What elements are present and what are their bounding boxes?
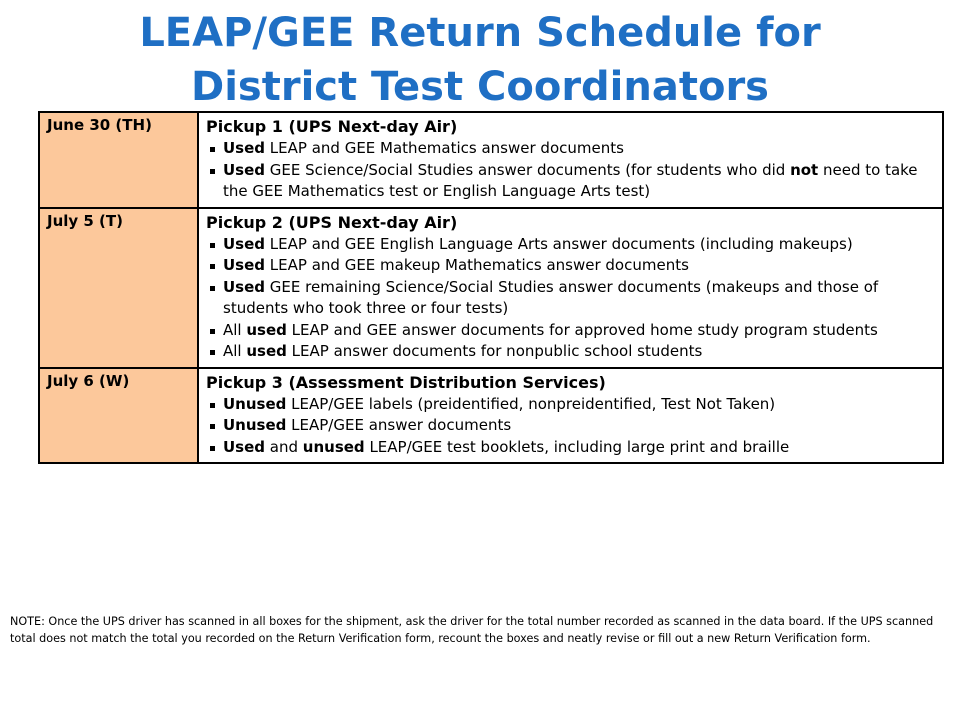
item-text: All bbox=[223, 342, 247, 360]
pickup-item bbox=[206, 138, 936, 160]
square-bullet-icon bbox=[210, 243, 215, 248]
item-text: LEAP/GEE test booklets, including large print and braille bbox=[364, 437, 790, 456]
schedule-table-body bbox=[39, 112, 943, 463]
item-text: need to take the GEE Mathematics test or English Language Arts test) bbox=[223, 160, 918, 200]
emphasized-text: Used bbox=[223, 139, 266, 157]
schedule-details bbox=[198, 368, 943, 464]
pickup-title: Pickup 3 (Assessment Distribution Services) bbox=[206, 372, 606, 392]
schedule-date: July 5 (T) bbox=[39, 208, 198, 368]
schedule-details bbox=[198, 208, 943, 368]
square-bullet-icon bbox=[210, 403, 215, 408]
pickup-item bbox=[206, 277, 936, 320]
item-text: and bbox=[265, 437, 303, 456]
square-bullet-icon bbox=[210, 264, 215, 269]
emphasized-text: Used bbox=[223, 160, 266, 179]
page-title-line-2: District Test Coordinators bbox=[191, 64, 769, 110]
emphasized-text: used bbox=[246, 342, 287, 360]
pickup-item bbox=[206, 415, 936, 437]
square-bullet-icon bbox=[210, 169, 215, 174]
item-text: LEAP/GEE labels (preidentified, nonpreidentified, Test Not Taken) bbox=[286, 394, 776, 413]
pickup-item-list bbox=[206, 394, 936, 459]
emphasized-text: unused bbox=[302, 437, 365, 456]
schedule-row bbox=[39, 368, 943, 464]
item-text: LEAP and GEE makeup Mathematics answer documents bbox=[265, 256, 689, 274]
schedule-details bbox=[198, 112, 943, 208]
pickup-item bbox=[206, 320, 936, 342]
pickup-title: Pickup 2 (UPS Next-day Air) bbox=[206, 212, 458, 232]
pickup-item bbox=[206, 437, 936, 459]
square-bullet-icon bbox=[210, 286, 215, 291]
schedule-date: June 30 (TH) bbox=[39, 112, 198, 208]
pickup-title: Pickup 1 (UPS Next-day Air) bbox=[206, 117, 458, 136]
item-text: GEE Science/Social Studies answer documents (for students who did bbox=[265, 160, 791, 179]
shipment-note: NOTE: Once the UPS driver has scanned in all boxes for the shipment, ask the driver for the total number recorded as scanned in the data board. If the UPS scanned total does not match the total you recorded on the Return Verification form, recount the boxes and neatly revise or fill out a new Return Verification form. bbox=[10, 615, 934, 645]
square-bullet-icon bbox=[210, 424, 215, 429]
square-bullet-icon bbox=[210, 350, 215, 355]
emphasized-text: Used bbox=[223, 277, 266, 296]
pickup-item bbox=[206, 255, 936, 277]
emphasized-text: Used bbox=[223, 256, 266, 274]
pickup-item-list bbox=[206, 234, 936, 363]
pickup-item bbox=[206, 394, 936, 416]
pickup-item-list bbox=[206, 138, 936, 203]
emphasized-text: used bbox=[246, 320, 287, 339]
pickup-item bbox=[206, 341, 936, 363]
item-text: LEAP answer documents for nonpublic school students bbox=[286, 342, 703, 360]
schedule-date: July 6 (W) bbox=[39, 368, 198, 464]
schedule-row bbox=[39, 208, 943, 368]
item-text: All bbox=[223, 320, 247, 339]
emphasized-text: Used bbox=[223, 234, 266, 253]
item-text: LEAP and GEE answer documents for approved home study program students bbox=[286, 320, 878, 339]
pickup-item bbox=[206, 234, 936, 256]
square-bullet-icon bbox=[210, 329, 215, 334]
emphasized-text: Unused bbox=[223, 394, 287, 413]
square-bullet-icon bbox=[210, 446, 215, 451]
page-title-line-1: LEAP/GEE Return Schedule for bbox=[139, 10, 821, 56]
item-text: LEAP/GEE answer documents bbox=[286, 416, 512, 434]
pickup-item bbox=[206, 160, 936, 203]
emphasized-text: not bbox=[790, 160, 819, 179]
item-text: LEAP and GEE English Language Arts answer documents (including makeups) bbox=[265, 234, 853, 253]
page-title bbox=[0, 6, 960, 114]
item-text: GEE remaining Science/Social Studies answer documents (makeups and those of students who took three or four tests) bbox=[223, 277, 879, 317]
item-text: LEAP and GEE Mathematics answer documents bbox=[265, 139, 624, 157]
emphasized-text: Used bbox=[223, 437, 266, 456]
square-bullet-icon bbox=[210, 147, 215, 152]
emphasized-text: Unused bbox=[223, 416, 287, 434]
return-schedule-table bbox=[38, 111, 944, 464]
schedule-row bbox=[39, 112, 943, 208]
